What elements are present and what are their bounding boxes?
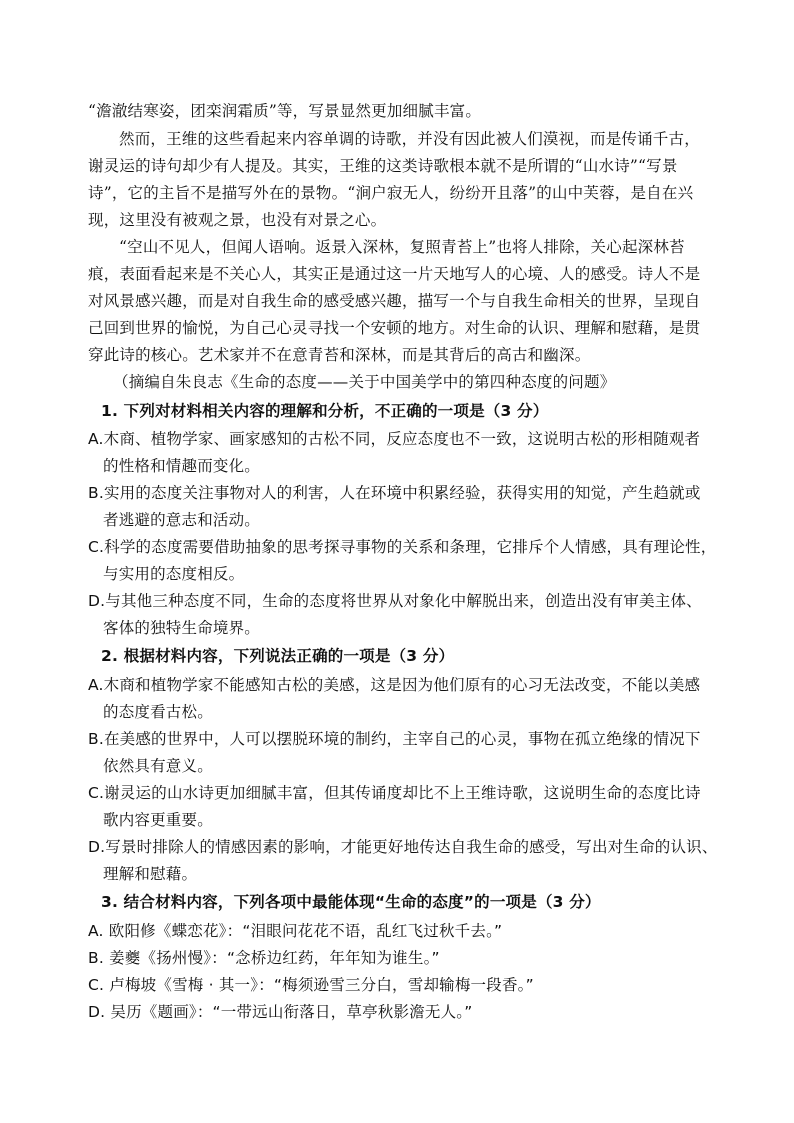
passage-line: 诗”，它的主旨不是描写外在的景物。“涧户寂无人，纷纷开且落”的山中芙蓉，是自在兴 (88, 184, 694, 202)
option-line: 与实用的态度相反。 (103, 565, 245, 583)
option-line: D.写景时排除人的情感因素的影响，才能更好地传达自我生命的感受，写出对生命的认识、 (88, 838, 718, 856)
option-line: C.科学的态度需要借助抽象的思考探寻事物的关系和条理，它排斥个人情感，具有理论性， (88, 538, 717, 556)
option-line: 客体的独特生命境界。 (103, 619, 261, 637)
option-line: 的性格和情趣而变化。 (103, 457, 261, 475)
passage-line: 穿此诗的核心。艺术家并不在意青苔和深林，而是其背后的高古和幽深。 (88, 346, 591, 364)
option-line: B.实用的态度关注事物对人的利害，人在环境中积累经验，获得实用的知觉，产生趋就或 (88, 484, 701, 502)
passage-line: 对风景感兴趣，而是对自我生命的感受感兴趣，描写一个与自我生命相关的世界，呈现自 (88, 292, 701, 310)
passage-line: 然而，王维的这些看起来内容单调的诗歌，并没有因此被人们漠视，而是传诵千古， (119, 130, 700, 148)
question-stem: 2. 根据材料内容，下列说法正确的一项是（3 分） (101, 647, 455, 665)
option-line: B. 姜夔《扬州慢》：“念桥边红药，年年知为谁生。” (88, 949, 440, 967)
option-line: 依然具有意义。 (103, 757, 213, 775)
option-line: D.与其他三种态度不同，生命的态度将世界从对象化中解脱出来，创造出没有审美主体、 (88, 592, 702, 610)
passage-line: “澹澈结寒姿，团栾润霜质”等，写景显然更加细腻丰富。 (88, 102, 482, 120)
option-line: C.谢灵运的山水诗更加细腻丰富，但其传诵度却比不上王维诗歌，这说明生命的态度比诗 (88, 784, 701, 802)
option-line: 者逃避的意志和活动。 (103, 511, 261, 529)
option-line: B.在美感的世界中，人可以摆脱环境的制约，主宰自己的心灵，事物在孤立绝缘的情况下 (88, 730, 701, 748)
option-line: A.木商和植物学家不能感知古松的美感，这是因为他们原有的心习无法改变，不能以美感 (88, 676, 701, 694)
option-line: 理解和慰藉。 (103, 865, 198, 883)
passage-line: “空山不见人，但闻人语响。返景入深林，复照青苔上”也将人排除，关心起深林苔 (119, 238, 685, 256)
option-line: A.木商、植物学家、画家感知的古松不同，反应态度也不一致，这说明古松的形相随观者 (88, 430, 701, 448)
question-stem: 1. 下列对材料相关内容的理解和分析，不正确的一项是（3 分） (101, 402, 549, 420)
option-line: A. 欧阳修《蝶恋花》：“泪眼问花花不语，乱红飞过秋千去。” (88, 922, 503, 940)
option-line: C. 卢梅坡《雪梅 · 其一》：“梅须逊雪三分白，雪却输梅一段香。” (88, 976, 534, 994)
option-line: 的态度看古松。 (103, 703, 213, 721)
passage-line: 现，这里没有被观之景，也没有对景之心。 (88, 211, 387, 229)
option-line: D. 吴历《题画》：“一带远山衔落日，草亭秋影澹无人。” (88, 1003, 473, 1021)
question-stem: 3. 结合材料内容，下列各项中最能体现“生命的态度”的一项是（3 分） (101, 893, 601, 911)
passage-line: 谢灵运的诗句却少有人提及。其实，王维的这类诗歌根本就不是所谓的“山水诗”“写景 (88, 157, 678, 175)
passage-line: 己回到世界的愉悦，为自己心灵寻找一个安顿的地方。对生命的认识、理解和慰藉，是贯 (88, 319, 701, 337)
source-citation: （摘编自朱良志《生命的态度——关于中国美学中的第四种态度的问题》 (113, 373, 616, 391)
passage-line: 痕，表面看起来是不关心人，其实正是通过这一片天地写人的心境、人的感受。诗人不是 (88, 265, 701, 283)
option-line: 歌内容更重要。 (103, 811, 213, 829)
